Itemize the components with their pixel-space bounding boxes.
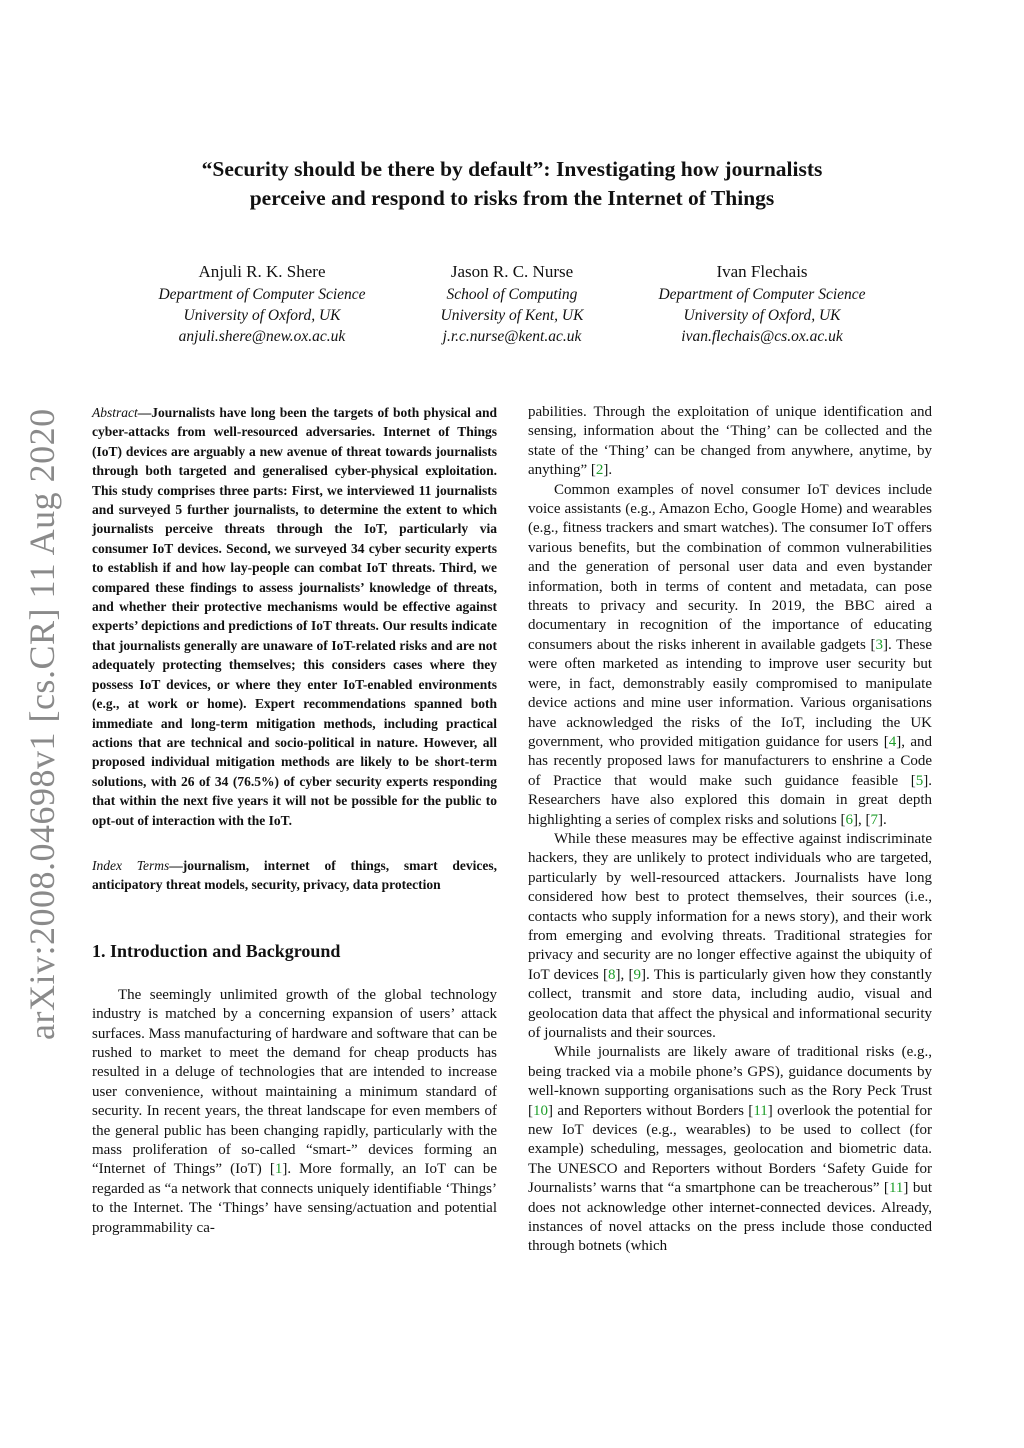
author-email[interactable]: j.r.c.nurse@kent.ac.uk xyxy=(442,328,582,345)
left-column xyxy=(92,403,497,1238)
right-paragraph-3 xyxy=(528,830,932,1043)
text-run: ]. xyxy=(877,811,887,828)
author-3 xyxy=(612,260,912,347)
text-run: ] overlook the potential for new IoT devices (e.g., wearables) to be used to collect (for example) scheduling, messages, geolocation and biometric data. The UNESCO and Reporters without Borders ‘Safety Guide for Journalists’ warns that “a smartphone can be treacherous” [ xyxy=(528,1102,932,1197)
author-department: Department of Computer Science xyxy=(158,286,366,303)
section-heading: 1. Introduction and Background xyxy=(92,940,341,961)
citation-link[interactable]: 3 xyxy=(875,636,883,653)
author-name: Anjuli R. K. Shere xyxy=(198,262,326,281)
text-run: Common examples of novel consumer IoT devices include voice assistants (e.g., Amazon Echo, Google Home) and wearables (e.g., fitness trackers and smart watches). The consumer IoT offers various benefits, but the combination of common vulnerabilities and the generation of personal user data and even bystander information, both in terms of content and metadata, can pose threats to privacy and security. In 2019, the BBC aired a documentary in recognition of the importance of educating consumers about the risks inherent in available gadgets [ xyxy=(528,481,932,653)
right-column xyxy=(528,403,932,1257)
citation-link[interactable]: 5 xyxy=(915,772,924,789)
author-email[interactable]: ivan.flechais@cs.ox.ac.uk xyxy=(681,328,843,345)
text-run: ]. This is particularly given how they constantly collect, transmit and store data, including audio, visual and geolocation data that affect the physical and informational security of journalists and their sources. xyxy=(528,966,932,1041)
author-block xyxy=(0,260,1024,360)
author-department: School of Computing xyxy=(446,286,578,303)
citation-link[interactable]: 2 xyxy=(595,462,604,479)
text-run: ] and Reporters without Borders [ xyxy=(548,1102,754,1119)
text-run: While journalists are likely aware of traditional risks (e.g., being tracked via a mobile phone’s GPS), guidance documents by well-known supporting organisations such as the Rory Peck Trust [ xyxy=(528,1044,932,1119)
author-name: Jason R. C. Nurse xyxy=(450,262,574,281)
citation-link[interactable]: 9 xyxy=(633,966,641,983)
text-run: ]. These were often marketed as intending to improve user security but were, in fact, demonstrably easily compromised to manipulate device actions and mine user information. Various organisations have acknowledged the risks of the IoT, including the UK government, who provided mitigation guidance for users [ xyxy=(528,636,932,750)
right-paragraph-4 xyxy=(528,1043,932,1256)
text-run: ] but does not acknowledge other internet-connected devices. Already, instances of novel attacks on the press include those conducted through botnets (which xyxy=(528,1180,932,1255)
text-run: ], and has recently proposed laws for manufacturers to enshrine a Code of Practice that would make such guidance feasible [ xyxy=(528,733,933,789)
text-run: ], [ xyxy=(615,966,634,983)
citation-link[interactable]: 1 xyxy=(274,1161,283,1178)
abstract-label: Abstract xyxy=(92,405,138,420)
text-run: ], [ xyxy=(852,811,871,828)
author-department: Department of Computer Science xyxy=(658,286,866,303)
index-terms xyxy=(92,856,497,895)
author-university: University of Oxford, UK xyxy=(183,307,341,324)
intro-paragraph-1 xyxy=(92,986,497,1238)
author-name: Ivan Flechais xyxy=(716,262,808,281)
abstract xyxy=(92,403,497,830)
citation-link[interactable]: 6 xyxy=(845,811,853,828)
author-university: University of Kent, UK xyxy=(440,307,584,324)
text-run: ]. Researchers have also explored this domain in great depth highlighting a series of complex risks and solutions [ xyxy=(528,772,932,828)
author-university: University of Oxford, UK xyxy=(683,307,841,324)
title-line-1: “Security should be there by default”: Investigating how journalists xyxy=(201,157,823,181)
text-run: The seemingly unlimited growth of the global technology industry is matched by a concerning expansion of users’ attack surfaces. Mass manufacturing of hardware and software that can be rushed to market to meet the demand for cheap products has resulted in a deluge of technologies that are intended to increase user convenience, without maintaining a minimum standard of security. In recent years, the threat landscape for even members of the general public has been changing rapidly, particularly with the mass proliferation of so-called “smart-” devices forming an “Internet of Things” (IoT) [ xyxy=(92,986,497,1178)
index-terms-label: Index Terms xyxy=(92,857,170,873)
index-terms-text: —journalism, internet of things, smart devices, anticipatory threat models, security, privacy, data protection xyxy=(92,857,497,893)
right-paragraph-2 xyxy=(528,481,932,830)
right-paragraph-1 xyxy=(528,403,932,481)
citation-link[interactable]: 8 xyxy=(607,966,616,983)
text-run: ]. xyxy=(603,462,613,479)
title-line-2: perceive and respond to risks from the Internet of Things xyxy=(249,186,775,210)
citation-link[interactable]: 7 xyxy=(870,811,878,828)
citation-link[interactable]: 11 xyxy=(753,1102,768,1119)
citation-link[interactable]: 11 xyxy=(888,1180,904,1197)
text-run: ]. More formally, an IoT can be regarded as “a network that connects uniquely identifiable ‘Things’ to the Internet. The ‘Things’ have sensing/actuation and potential programmability ca- xyxy=(92,1161,497,1236)
citation-link[interactable]: 4 xyxy=(888,733,897,750)
paper-title xyxy=(100,155,924,213)
author-email[interactable]: anjuli.shere@new.ox.ac.uk xyxy=(178,328,346,345)
arxiv-identifier: arXiv:2008.04698v1 [cs.CR] 11 Aug 2020 xyxy=(22,408,62,1040)
text-run: While these measures may be effective against indiscriminate hackers, they are unlikely to protect individuals who are targeted, particularly by well-resourced attackers. Journalists have long considered how best to protect themselves, their sources (i.e., contacts who supply information for a news story), and their work from emerging and evolving threats. Traditional strategies for privacy and security are no longer effective against the ubiquity of IoT devices [ xyxy=(528,830,932,983)
abstract-text: —Journalists have long been the targets of both physical and cyber-attacks from well-resourced adversaries. Internet of Things (IoT) devices are arguably a new avenue of threat towards journalists through both targeted and generalised cyber-physical exploitation. This study comprises three parts: First, we interviewed 11 journalists and surveyed 5 further journalists, to determine the extent to which journalists perceive threats through the IoT, particularly via consumer IoT devices. Second, we surveyed 34 cyber security experts to establish if and how lay-people can combat IoT threats. Third, we compared these findings to assess journalists’ knowledge of threats, and whether their protective mechanisms would be effective against experts’ depictions and predictions of IoT threats. Our results indicate that journalists generally are unaware of IoT-related risks and are not adequately protecting themselves; this considers cases where they possess IoT devices, or where they enter IoT-enabled environments (e.g., at work or home). Expert recommendations spanned both immediate and long-term mitigation methods, including practical actions that are technical and socio-political in nature. However, all proposed individual mitigation methods are likely to be short-term solutions, with 26 of 34 (76.5%) of cyber security experts responding that within the next five years it will not be possible for the public to opt-out of interaction with the IoT. xyxy=(92,405,497,828)
citation-link[interactable]: 10 xyxy=(533,1102,548,1119)
text-run: pabilities. Through the exploitation of unique identification and sensing, information about the ‘Thing’ can be collected and the state of the ‘Thing’ can be changed from anywhere, anytime, by anything” [ xyxy=(528,404,932,479)
